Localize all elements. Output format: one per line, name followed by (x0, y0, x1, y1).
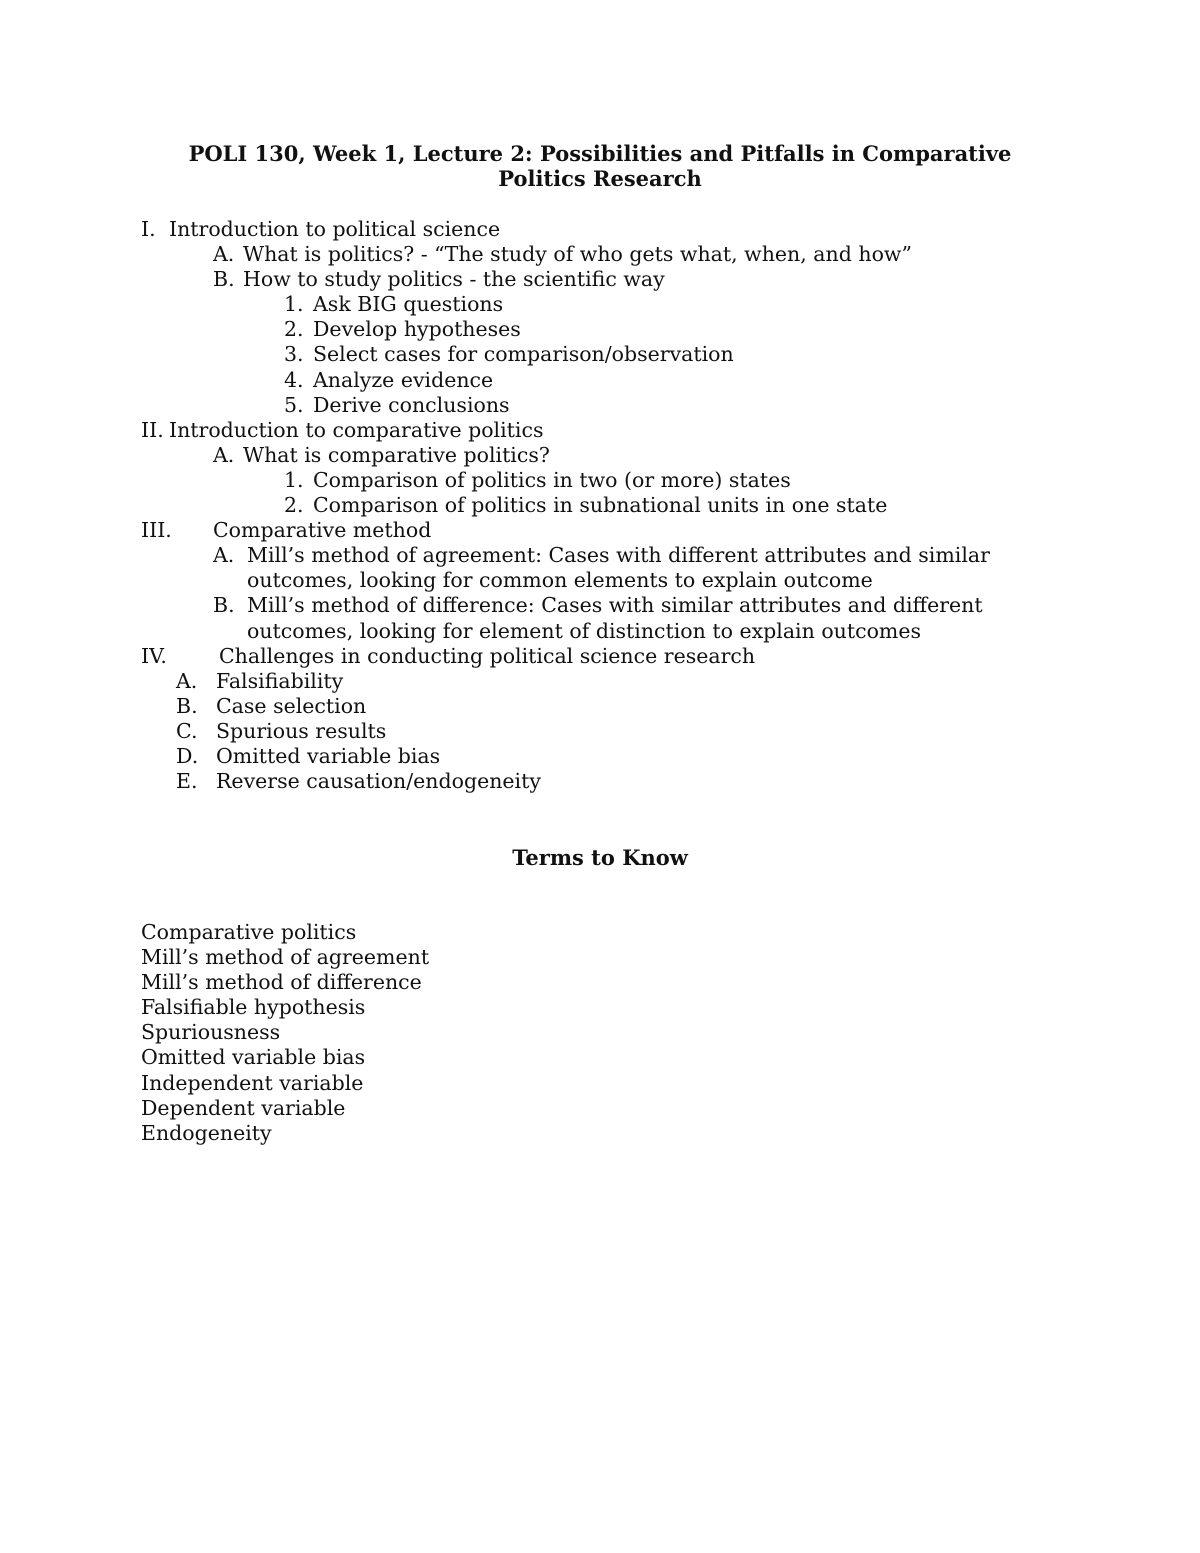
outline-marker: IV. (141, 643, 167, 668)
outline-text: Introduction to political science (169, 217, 501, 241)
outline-text: How to study politics - the scientific way (243, 267, 665, 292)
term-item: Independent variable (141, 1070, 364, 1095)
outline-item (0, 744, 1200, 769)
outline-item (0, 593, 1200, 643)
outline-item (0, 493, 1200, 518)
outline-item (0, 518, 1200, 543)
outline-item (0, 694, 1200, 719)
outline-marker: A. (213, 242, 235, 267)
outline-marker: 3. (284, 342, 304, 367)
outline-text: Challenges in conducting political science research (219, 643, 756, 668)
outline-marker: 1. (284, 292, 304, 317)
term-item: Spuriousness (141, 1020, 281, 1045)
outline-text: Reverse causation/endogeneity (216, 769, 541, 794)
outline-text: Omitted variable bias (216, 743, 441, 768)
title-line-1: POLI 130, Week 1, Lecture 2: Possibilities and Pitfalls in Comparative (188, 141, 1012, 166)
outline-text: Comparison of politics in two (or more) states (313, 467, 791, 492)
outline-text: Introduction to comparative politics (169, 417, 544, 442)
terms-heading: Terms to Know (512, 845, 688, 870)
outline-item (0, 342, 1200, 367)
outline-text: Derive conclusions (313, 392, 510, 417)
outline-text: What is politics? - “The study of who gets what, when, and how” (243, 242, 912, 267)
outline-marker: I. (141, 217, 156, 241)
term-item: Omitted variable bias (141, 1045, 366, 1070)
outline-marker: A. (213, 442, 235, 467)
term-item: Mill’s method of agreement (141, 945, 430, 970)
outline-marker: A. (213, 543, 235, 568)
outline-item (0, 242, 1200, 267)
outline-item (0, 719, 1200, 744)
outline-text: Case selection (216, 693, 367, 718)
outline-item (0, 769, 1200, 794)
outline-marker: C. (176, 718, 198, 743)
term-item: Endogeneity (141, 1120, 272, 1145)
title-line-2: Politics Research (498, 166, 702, 191)
term-item: Falsifiable hypothesis (141, 995, 366, 1020)
outline-item (0, 644, 1200, 669)
outline-text: Select cases for comparison/observation (313, 342, 734, 367)
outline-text: Analyze evidence (313, 367, 494, 392)
term-item: Comparative politics (141, 920, 357, 944)
outline-marker: III. (141, 518, 172, 543)
outline-marker: 2. (284, 493, 304, 518)
outline-marker: A. (176, 668, 198, 693)
outline-item (0, 393, 1200, 418)
outline-text: Ask BIG questions (313, 292, 504, 317)
outline-marker: 4. (284, 367, 304, 392)
terms-list (141, 920, 429, 1146)
outline-text: Spurious results (216, 718, 387, 743)
outline-item (0, 368, 1200, 393)
outline-text-continued: outcomes, looking for element of distinction to explain outcomes (247, 618, 922, 643)
outline-marker: D. (176, 743, 199, 768)
outline-item (0, 443, 1200, 468)
outline-text-continued: outcomes, looking for common elements to explain outcome (247, 568, 873, 593)
lecture-outline (0, 217, 1200, 794)
outline-marker: 2. (284, 317, 304, 342)
outline-item (0, 543, 1200, 593)
outline-text: What is comparative politics? (243, 442, 550, 467)
outline-item (0, 267, 1200, 292)
outline-marker: 1. (284, 467, 304, 492)
outline-marker: E. (176, 769, 198, 794)
outline-item (0, 468, 1200, 493)
outline-text: Comparison of politics in subnational units in one state (313, 493, 888, 518)
outline-text: Mill’s method of agreement: Cases with different attributes and similar (247, 543, 990, 568)
outline-text: Develop hypotheses (313, 317, 521, 342)
outline-item (0, 669, 1200, 694)
outline-item (0, 217, 1200, 242)
outline-marker: B. (176, 693, 198, 718)
outline-item (0, 317, 1200, 342)
term-item: Mill’s method of difference (141, 970, 422, 995)
outline-text: Comparative method (213, 518, 432, 543)
outline-item (0, 292, 1200, 317)
outline-marker: II. (141, 417, 164, 442)
outline-text: Falsifiability (216, 668, 344, 693)
outline-item (0, 418, 1200, 443)
outline-marker: 5. (284, 392, 304, 417)
outline-marker: B. (213, 267, 235, 292)
document-title (100, 141, 1100, 191)
term-item: Dependent variable (141, 1095, 346, 1120)
outline-text: Mill’s method of difference: Cases with similar attributes and different (247, 593, 983, 618)
outline-marker: B. (213, 593, 235, 618)
